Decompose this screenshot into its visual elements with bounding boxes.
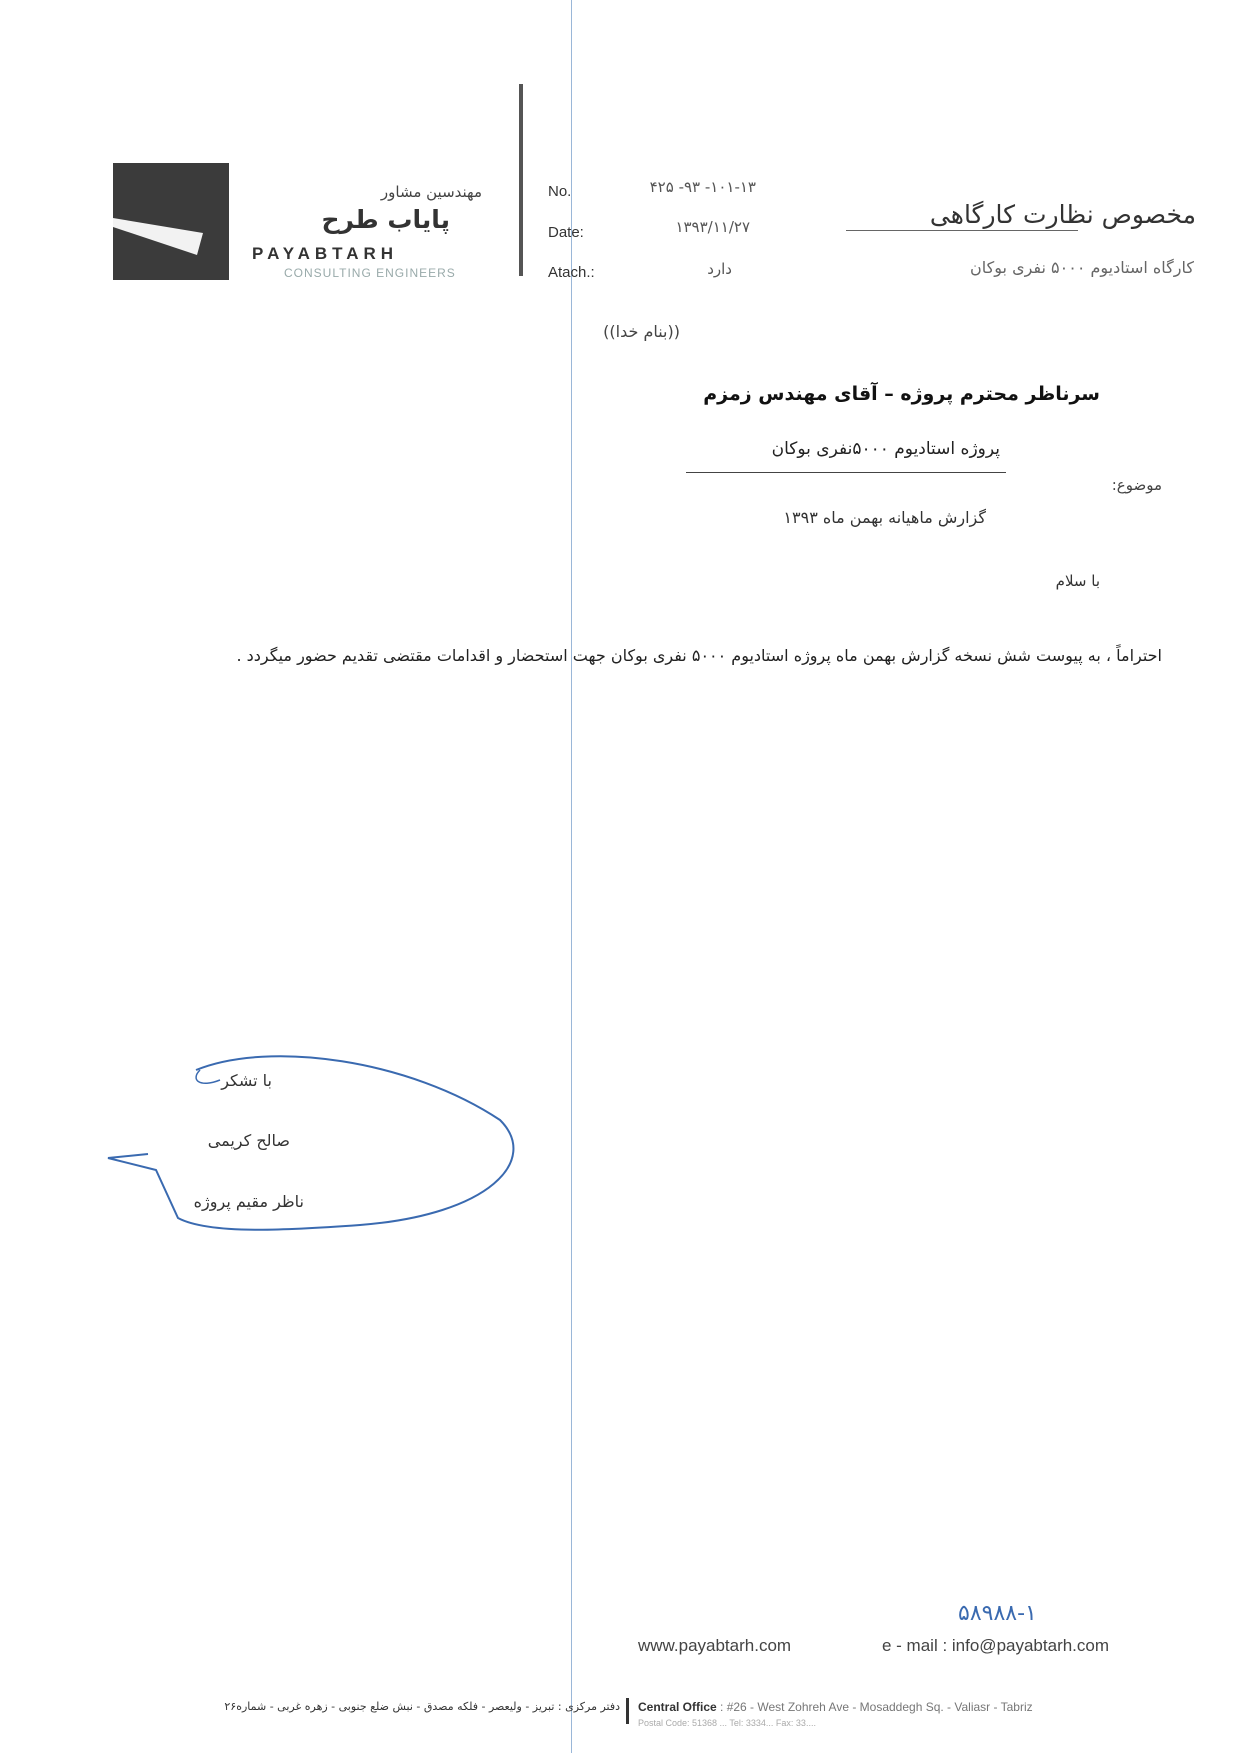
special-title-underline xyxy=(846,230,1078,231)
body-paragraph: احتراماً ، به پیوست شش نسخه گزارش بهمن ماه پروژه استادیوم ۵۰۰۰ نفری بوکان جهت استحضار و اقدامات مقتضی تقدیم حضور میگردد . xyxy=(236,646,1162,665)
greeting: با سلام xyxy=(1055,572,1100,590)
special-title: مخصوص نظارت کارگاهی xyxy=(929,200,1196,229)
closing-phrase: با تشکر xyxy=(221,1071,272,1090)
project-underline xyxy=(686,472,1006,473)
subject-label: موضوع: xyxy=(1111,476,1162,494)
handwritten-reference: ۵۸۹۸۸-۱ xyxy=(958,1601,1037,1626)
bismillah: ((بنام خدا)) xyxy=(603,322,680,341)
signer-role: ناظر مقیم پروژه xyxy=(193,1192,304,1211)
central-office-fa: دفتر مرکزی : تبریز - ولیعصر - فلکه مصدق - نبش ضلع جنوبی - زهره غربی - شماره۲۶ xyxy=(224,1700,620,1713)
date-label: Date: xyxy=(548,224,584,241)
central-office-en xyxy=(638,1700,1178,1714)
firm-name-en: PAYABTARH xyxy=(252,244,399,263)
site-name: کارگاه استادیوم ۵۰۰۰ نفری بوکان xyxy=(970,258,1194,277)
email-link[interactable]: e - mail : info@payabtarh.com xyxy=(882,1636,1110,1655)
subject: گزارش ماهیانه بهمن ماه ۱۳۹۳ xyxy=(783,508,986,527)
letter-date: ۱۳۹۳/۱۱/۲۷ xyxy=(675,218,750,236)
website-link[interactable]: www.payabtarh.com xyxy=(638,1636,792,1655)
project-title: پروژه استادیوم ۵۰۰۰نفری بوکان xyxy=(771,439,1000,459)
number-label: No. xyxy=(548,183,572,200)
firm-name-fa: پایاب طرح xyxy=(321,205,450,234)
header-divider xyxy=(519,84,523,276)
attachment-value: دارد xyxy=(707,260,732,278)
central-office-label: Central Office xyxy=(638,1700,717,1714)
signature-ellipse-icon xyxy=(100,1040,520,1240)
central-office-address: : #26 - West Zohreh Ave - Mosaddegh Sq. - Valiasr - Tabriz xyxy=(720,1700,1033,1714)
firm-logo xyxy=(113,163,229,280)
recipient: سرناظر محترم پروژه – آقای مهندس زمزم xyxy=(703,383,1100,405)
letter-number: ۱۰۱-۱۳- ۹۳- ۴۲۵ xyxy=(649,178,756,196)
firm-name-fa-small: مهندسین مشاور xyxy=(380,183,482,201)
scan-artifact-line xyxy=(571,0,572,1753)
footer-divider xyxy=(626,1698,629,1724)
attachment-label: Atach.: xyxy=(548,264,595,281)
signer-name: صالح کریمی xyxy=(207,1131,290,1150)
firm-subtitle-en: CONSULTING ENGINEERS xyxy=(284,266,456,280)
postal-line: Postal Code: 51368 ... Tel: 3334... Fax: 33.... xyxy=(638,1718,816,1728)
